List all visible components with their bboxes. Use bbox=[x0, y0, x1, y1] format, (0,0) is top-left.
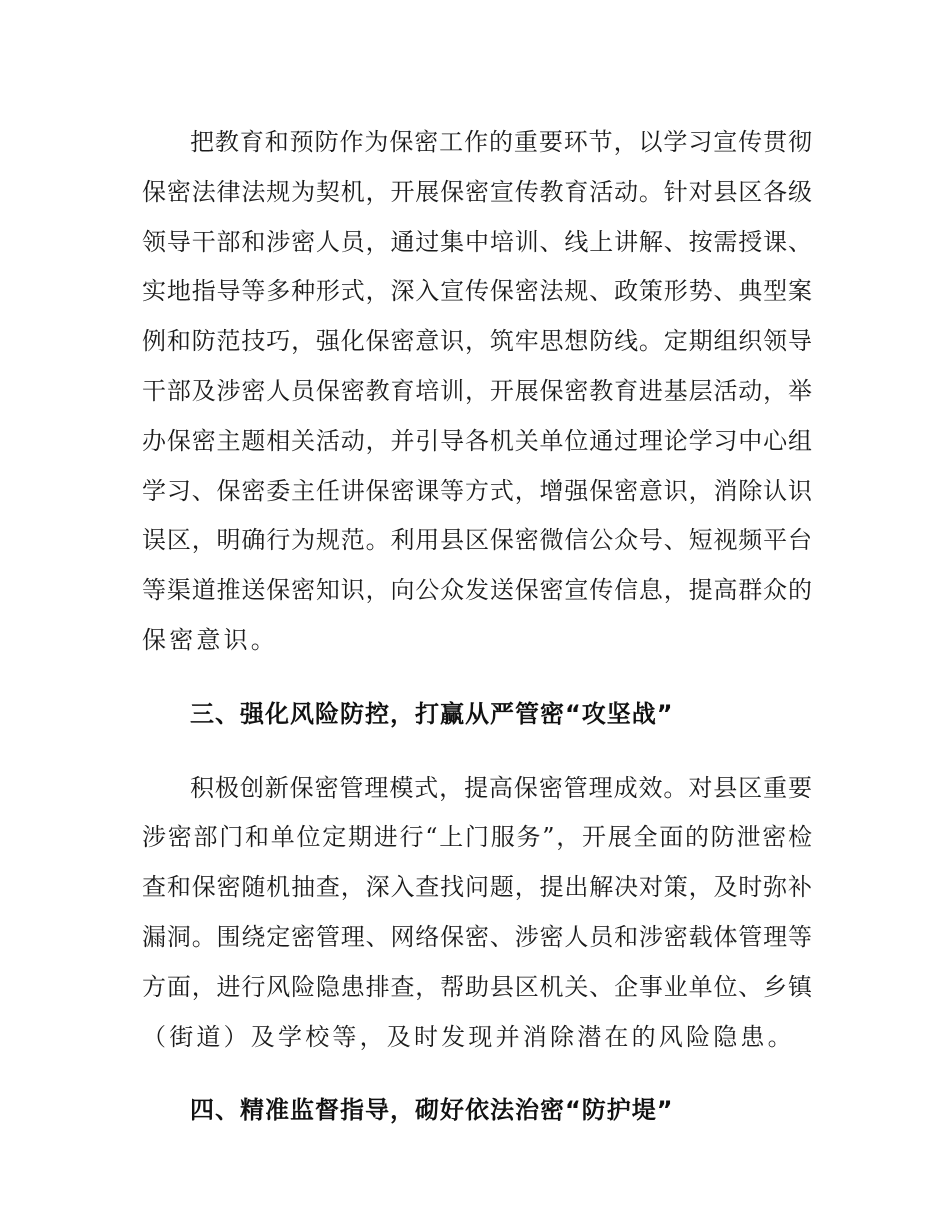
paragraph-line: 领导干部和涉密人员，通过集中培训、线上讲解、按需授课、 bbox=[142, 227, 812, 256]
paragraph-line: 等渠道推送保密知识，向公众发送保密宣传信息，提高群众的 bbox=[142, 576, 812, 605]
paragraph-line: 办保密主题相关活动，并引导各机关单位通过理论学习中心组 bbox=[142, 426, 812, 455]
paragraph-line: 干部及涉密人员保密教育培训，开展保密教育进基层活动，举 bbox=[142, 376, 812, 405]
paragraph-line: 积极创新保密管理模式，提高保密管理成效。对县区重要 bbox=[190, 773, 812, 802]
paragraph-line: 实地指导等多种形式，深入宣传保密法规、政策形势、典型案 bbox=[142, 277, 812, 306]
document-page bbox=[142, 118, 812, 1136]
paragraph-line: 把教育和预防作为保密工作的重要环节，以学习宣传贯彻 bbox=[190, 128, 812, 156]
paragraph-line: （街道）及学校等，及时发现并消除潜在的风险隐患。 bbox=[142, 1022, 795, 1051]
paragraph-line: 涉密部门和单位定期进行“上门服务”，开展全面的防泄密检 bbox=[142, 823, 812, 852]
paragraph-line: 查和保密随机抽查，深入查找问题，提出解决对策，及时弥补 bbox=[142, 873, 812, 902]
section-heading-3: 三、强化风险防控，打赢从严管密“攻坚战” bbox=[190, 699, 674, 728]
paragraph-risk-control bbox=[142, 764, 812, 1063]
paragraph-line: 学习、保密委主任讲保密课等方式，增强保密意识，消除认识 bbox=[142, 476, 812, 505]
paragraph-line: 例和防范技巧，强化保密意识，筑牢思想防线。定期组织领导 bbox=[142, 327, 812, 356]
paragraph-line: 方面，进行风险隐患排查，帮助县区机关、企事业单位、乡镇 bbox=[142, 972, 812, 1001]
paragraph-line: 误区，明确行为规范。利用县区保密微信公众号、短视频平台 bbox=[142, 526, 812, 555]
paragraph-line: 漏洞。围绕定密管理、网络保密、涉密人员和涉密载体管理等 bbox=[142, 922, 812, 951]
paragraph-line: 保密法律法规为契机，开展保密宣传教育活动。针对县区各级 bbox=[142, 177, 812, 206]
section-heading-4: 四、精准监督指导，砌好依法治密“防护堤” bbox=[190, 1096, 674, 1125]
paragraph-education bbox=[142, 118, 812, 666]
paragraph-line: 保密意识。 bbox=[142, 625, 278, 654]
